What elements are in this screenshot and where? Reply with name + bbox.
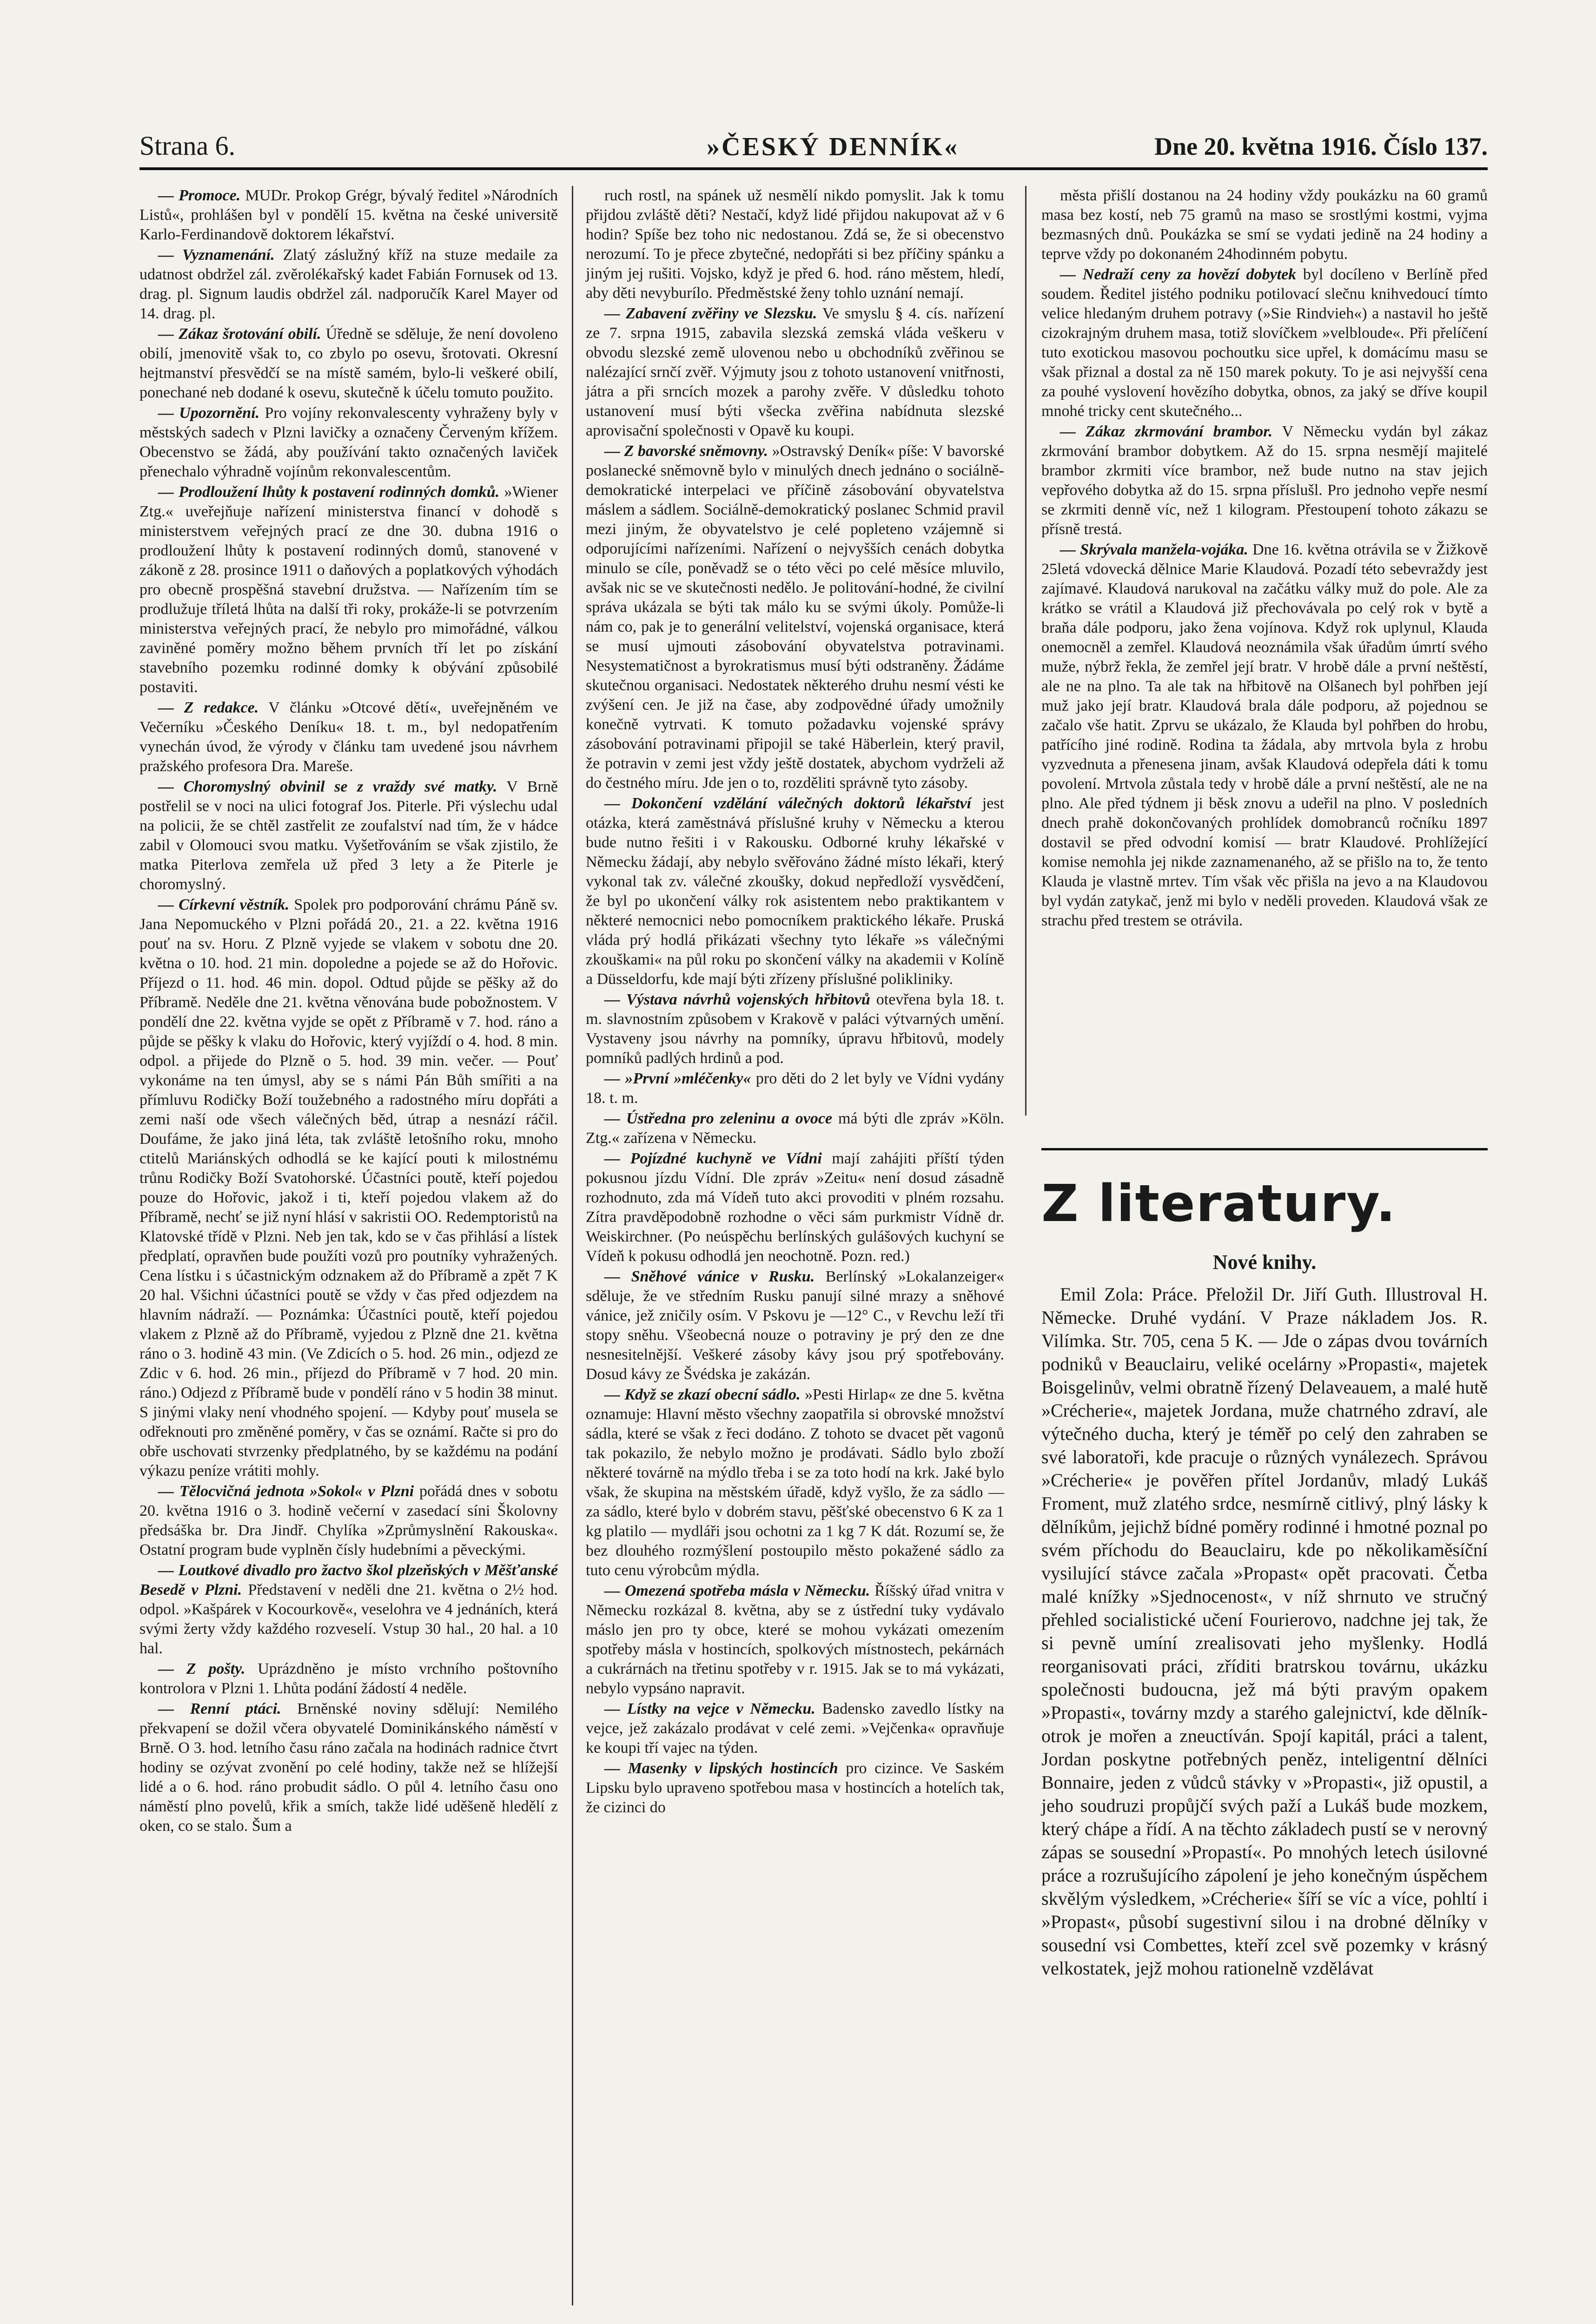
literature-article: Emil Zola: Práce. Přeložil Dr. Jiří Guth. Illustroval H. Německe. Druhé vydání. V Praze nákladem Jos. R. Vilímka. Str. 705, cena 5 K. — Jde o zápas dvou továrních podniků v Beauclairu, veliké ocelárny »Propasti«, majetek Boisgelinův, velmi obratně řízený Delaveauem, a malé hutě »Crécherie«, majetek Jordana, muže chatrného zdraví, ale výtečného ducha, který je téměř po celý den zahraben se své laboratoři, kde pracuje o různých vynálezech. Správou »Crécherie« je pověřen přítel Jordanův, mladý Lukáš Froment, muž zlatého srdce, nesmírně citlivý, plný lásky k dělníkům, jejichž bídné poměry rodinné i hmotné poznal po svém příchodu do Beauclairu, kde po několikaměsíční vysilující stávce začala »Propast« opět pracovati. Četba malé knížky »Sjednocenost«, v níž shrnuto ve stručný přehled socialistické učení Fourierovo, nadchne jej tak, že si pevně umíní zrealisovati jeho myšlenky. Hodlá reorganisovati práci, zříditi bratrskou továrnu, ukázku společnosti budoucna, jež má býti pravým opakem »Propasti«, továrny mzdy a starého galejnictví, kde dělník-otrok je mořen a zneuctíván. Spojí kapitál, práci a talent, Jordan poskytne potřebných peněz, inteligentní dělníci Bonnaire, jeden z vůdců stávky v »Propasti«, již opustil, a jeho soudruzi propůjčí svých paží a Lukáš bude mozkem, který chápe a řídí. A na těchto základech pustí se v nerovný zápas se sousední »Propastí«. Po mnohých letech úsilovné práce a rozrušujícího zápolení je jeho konečným úspěchem skvělým výsledkem, »Crécherie« šíří se víc a více, pohltí i »Propast«, působí sugestivní silou i na drobné dělníky v sousední vsi Combettes, kteří zcel svě pozemky v krásný velkostatek, jejž mohou rationelně vzdělávat (1041, 1284, 1488, 1979)
news-item (586, 1699, 1004, 1758)
news-item-headline: — Z redakce. (158, 699, 259, 716)
news-item-headline: — Skrývala manžela-vojáka. (1060, 541, 1248, 558)
news-item (586, 1267, 1004, 1384)
news-item (586, 1069, 1004, 1108)
news-item-headline: — Sněhové vánice v Rusku. (604, 1268, 815, 1285)
news-item (586, 1581, 1004, 1698)
news-item (586, 1385, 1004, 1580)
news-item-headline: — Lístky na vejce v Německu. (604, 1700, 815, 1717)
news-item-headline: — Loutkové divadlo pro žactvo škol plzeňských v Měšťanské Besedě v Plzni. (139, 1562, 558, 1598)
news-item (586, 990, 1004, 1068)
news-item (139, 1699, 558, 1836)
news-item (139, 245, 558, 324)
news-item-headline: — Pojízdné kuchyně ve Vídni (604, 1150, 822, 1167)
news-item-body: Brněnské noviny sdělují: Nemilého překvapení se dožil včera obyvatelé Dominikánského náměstí v Brně. O 3. hod. letního času ráno začala na hodinách radnice čtvrt hodiny se ozývat zvonění po celé hodiny, takže než se hlížejší lidé a o 6. hod. ráno probudit sádlo. O půl 4. letního času ono náměstí plno povelů, křik a smích, takže lidé uděšeně hledělí z oken, co se stalo. Šum a (139, 1700, 558, 1835)
news-item-headline: — Vyznamenání. (158, 246, 275, 264)
news-item-body: Dne 16. května otrávila se v Žižkově 25letá vdovecká dělnice Marie Klaudová. Pozadí této sebevraždy jest zajímavé. Klaudová narukoval na začátku války muž do pole. Ale za krátko se vrátil a Klaudová již přechovávala po celý rok v bytě a braňa dále podporu, jako žena vojínova. Když rok uplynul, Klauda onemocněl a zemřel. Klaudová neoznámila však úřadům úmrtí svého muže, nýbrž řekla, že zemřel její bratr. V hrobě dále a první neštěstí, ale ne na plno. Ta ale tak na hřbitově na Olšanech byl pohřben její muž jako její bratr. Klaudová brala dále podporu, až pojednou se začalo vše hatit. Zprvu se ukázalo, že Klauda byl pohřben do hrobu, patřícího jiné rodině. Rodina ta žádala, aby mrtvola byla z hrobu vyzvednuta a přenesena jinam, avšak Klaudová odepřela dáti k tomu povolení. Mrtvola zůstala tedy v hrobě dále a první neštěstí, ale ne na plno. Ale před týdnem ji běsk znovu a udeřil na plno. V posledních dnech prahě dokončovaných prohlídek domobranců ročníku 1897 dostavil se před odvodní komisí — bratr Klaudové. Prohlížející komise nemohla jej nikde zaznamenaného, až se přišlo na to, že tento Klauda je vlastně mrtev. Tím však věc přišla na jevo a na Klaudovou byl vydán zatykač, jenž mi bylo v neděli proveden. Klaudová však ze strachu před trestem se otrávila. (1041, 541, 1488, 929)
news-item (139, 1659, 558, 1698)
news-item (139, 777, 558, 894)
news-item-headline: — Renní ptáci. (158, 1700, 281, 1717)
news-item-body: byl docíleno v Berlíně před soudem. Ředitel jistého podniku potilovací slečnu knihvedoucí tímto velice hledaným druhem potravy (»Sie Rindvieh«) a nastavil ho ještě cizokrajným druhem masa, totiž slovíčkem »velbloude«. Při přelíčení tuto exotickou masovou pochoutku sice upřel, k domácímu masu se však přiznal a dostal za ně 150 marek pokuty. To je asi nejvyšší cena za pouhé vyslovení hovězího dobytka, obnos, za jaký se dříve koupil mnohé tricky cent skutečného... (1041, 266, 1488, 420)
news-item (1041, 265, 1488, 421)
news-item-body: V článku »Otcové dětí«, uveřejněném ve Večerníku »Českého Deníku« 18. t. m., byl nedopatřením vynechán úvod, že výrody v článku tam uvedené jsou návrhem pražského profesora Dra. Mareše. (139, 699, 558, 775)
news-item-headline: — »První »mléčenky« (604, 1070, 751, 1087)
literature-subheading: Nové knihy. (1212, 1251, 1317, 1274)
column-divider (1025, 186, 1026, 1116)
news-item-headline: — Ústředna pro zeleninu a ovoce (604, 1110, 833, 1127)
news-item (586, 794, 1004, 989)
news-item-body: V Německu vydán byl zákaz zkrmování brambor dobytkem. Až do 15. srpna nesmějí majitelé brambor zkrmiti více brambor, než bude nutno na stav jejich vepřového dobytka až do 15. srpna příslušl. Pro jednoho vepře nesmí se zkrmiti denně víc, než 1 kilogram. Přestoupení tohoto zákazu se přísně trestá. (1041, 423, 1488, 538)
news-item (1041, 186, 1488, 264)
news-item-headline: — Zabavení zvěřiny ve Slezsku. (604, 305, 817, 322)
page-header (139, 125, 1488, 170)
news-item (139, 186, 558, 244)
literature-heading: Z literatury. (1041, 1174, 1397, 1233)
news-item (586, 442, 1004, 793)
page-number: Strana 6. (139, 131, 236, 161)
news-item-body: Úředně se sděluje, že není dovoleno obilí, jmenovitě však to, co zbylo po osevu, šrotovati. Okresní hejtmanství přesvědčí se na místě samém, bylo-li veškeré obilí, ponechané neb dodané k osevu, skutečně k účelu tomuto použito. (139, 325, 558, 401)
issue-date: Dne 20. května 1916. Číslo 137. (1154, 132, 1488, 160)
news-item (139, 403, 558, 482)
news-item-body: pro cizince. Ve Saském Lipsku bylo upraveno spotřebou masa v hostincích a hotelích tak, že cizinci do (586, 1760, 1005, 1816)
news-item-body: mají zahájiti příští týden pokusnou jízdu Vídní. Dle zpráv »Zeitu« není dosud zásadně rozhodnuto, zda má Vídeň tuto akci provoditi v plném rozsahu. Zítra pravděpodobně rozhodne o věci sám purkmistr Vídně dr. Weiskirchner. (Po neúspěchu berlínských gulášových kuchyní se Vídeň k pokusu odhodlá jen neochotně. Pozn. red.) (586, 1150, 1004, 1265)
news-item-body: »Wiener Ztg.« uveřejňuje nařízení ministerstva financí v dohodě s ministerstvem veřejných prací ze dne 30. dubna 1916 o prodloužení lhůty k postavení rodinných domů, stanovené v zákoně z 28. prosince 1911 o daňových a poplatkových výhodách pro obecně prospěšná stavební družstva. — Nařízením tím se prodlužuje tříletá lhůta na další tři roky, prokáže-li se potvrzením ministerstva veřejných prací, že nebylo pro mimořádné, válkou zaviněné poměry možno během prvních tří let po získání stavebního pozemku rodinné domky k obývání způsobilé postaviti. (139, 483, 558, 696)
news-item-headline: — Prodloužení lhůty k postavení rodinných domků. (158, 483, 500, 501)
news-item (586, 1759, 1004, 1817)
news-item (139, 1482, 558, 1560)
literature-text-block (1041, 1283, 1488, 1980)
news-item-headline: — Upozornění. (158, 404, 260, 422)
newspaper-title: »ČESKÝ DENNÍK« (707, 132, 959, 161)
news-item-body: Berlínský »Lokalanzeiger« sděluje, že ve středním Rusku panují silné mrazy a sněhové vánice, jež zničily osím. V Pskovu je —12° C., v Revchu leží tři stopy sněhu. Všeobecná nouze o potraviny je prý den ze dne nesnesitelnější. Veškeré zásoby kávy jsou prý spotřebovány. Dosud kávy ze Švédska je zakázán. (586, 1268, 1005, 1383)
news-item-body: Představení v neděli dne 21. května o 2½ hod. odpol. »Kašpárek v Kocourkově«, veselohra ve 4 jednáních, která svými žerty vždy každého rozveselí. Vstup 30 hal., 20 hal. a 10 hal. (139, 1581, 558, 1657)
news-item-body: ruch rostl, na spánek už nesmělí nikdo pomyslit. Jak k tomu přijdou zvláště děti? Nestačí, když lidé přijdou nakupovat až v 6 hodin? Spíše bez toho nic nedostanou. Zdá se, že si obecenstvo nerozumí. To je přece zbytečné, nedopřáti si bez příčiny spánku a jiným jej rušiti. Vojsko, když je před 6. hod. ráno městem, hledí, aby děti nevyburílo. Předměstské ženy tohlo uznání nemají. (586, 187, 1004, 302)
news-item-body: MUDr. Prokop Grégr, bývalý ředitel »Národních Listů«, prohlášen byl v pondělí 15. května na české universitě Karlo-Ferdinandově doktorem lékařství. (139, 187, 558, 243)
news-item-body: Zlatý záslužný kříž na stuze medaile za udatnost obdržel zál. zvěrolékařský kadet Fabián Fornusek od 13. drag. pl. Signum laudis obdržel zál. nadporučík Karel Mayer od 14. drag. pl. (139, 246, 558, 322)
news-item (139, 324, 558, 403)
news-item (586, 304, 1004, 441)
news-item-headline: — Zákaz zkrmování brambor. (1060, 423, 1273, 440)
news-item-body: Badensko zavedlo lístky na vejce, jež zakázalo prodávat v celé zemi. »Vejčenka« opravňuje ke koupi tří vajec na týden. (586, 1700, 1004, 1756)
news-item-body: pořádá dnes v sobotu 20. května 1916 o 3. hodině večerní v zasedací síni Školovny předsáška br. Dra Jindř. Chylíka »Zprůmyslnění Rakouska«. Ostatní program bude vyplněn čísly hudebními a pěveckými. (139, 1483, 558, 1558)
news-item-headline: — Nedraží ceny za hovězí dobytek (1060, 266, 1297, 283)
column-1 (139, 186, 558, 1836)
news-item-body: má býti dle zpráv »Köln. Ztg.« zařízena v Německu. (586, 1110, 1004, 1147)
news-item (1041, 422, 1488, 539)
section-rule (1041, 1148, 1488, 1150)
news-item-body: města přišlí dostanou na 24 hodiny vždy poukázku na 60 gramů masa bez kostí, neb 75 gramů na maso se srostlými kostmi, vyjma bezmasných dnů. Poukázka se smí se vydati jedině na 24 hodiny a teprve vždy po dokonaném 24hodinném pobytu. (1041, 187, 1488, 263)
news-item (139, 1561, 558, 1658)
news-item-headline: — Tělocvičná jednota »Sokol« v Plzni (158, 1483, 414, 1500)
news-item-headline: — Z pošty. (158, 1660, 245, 1677)
news-item (139, 482, 558, 697)
news-item-body: V Brně postřelil se v noci na ulici fotograf Jos. Piterle. Při výslechu udal na policii, že se chtěl zastřelit ze zoufalství nad tím, že v hádce zabil v Olomouci svou matku. Vyšetřováním se však zjistilo, že matka Piterlova zemřela už před 3 lety a že Piterle je choromyslný. (139, 778, 558, 893)
column-3 (1041, 186, 1488, 931)
column-divider (572, 186, 573, 2305)
news-item (586, 1149, 1004, 1266)
news-item-body: pro děti do 2 let byly ve Vídni vydány 18. t. m. (586, 1070, 1004, 1107)
news-item-body: Ve smyslu § 4. cís. nařízení ze 7. srpna 1915, zabavila slezská zemská vláda veškeru v obvodu slezské země ulovenou nebo u obchodníků zvěřinou se nalézající srnčí zvěř. Výjmuty jsou z tohoto ustanovení vnitřnosti, játra a při srncích mozek a parohy zvěře. V důsledku tohoto ustanovení musí býti všecka zvěřina nabídnuta slezské aprovisační společnosti v Opavě ku koupi. (586, 305, 1004, 439)
news-item-headline: — Promoce. (158, 187, 241, 204)
news-item-body: Říšský úřad vnitra v Německu rozkázal 8. května, aby se z ústřední tuky vydávalo máslo jen pro ty obce, které se mohou vykázati omezením spotřeby másla v hostincích, spolkových místnostech, pekárnách a cukrárnách na třetinu spotřeby v r. 1915. Jak se to má vykázati, nebylo vypsáno napravit. (586, 1582, 1005, 1697)
news-item (1041, 540, 1488, 931)
news-item-headline: — Výstava návrhů vojenských hřbitovů (604, 991, 870, 1008)
news-item-body: Spolek pro podporování chrámu Páně sv. Jana Nepomuckého v Plzni pořádá 20., 21. a 22. května 1916 pouť na sv. Horu. Z Plzně vyjede se vlakem v sobotu dne 20. května o 10. hod. 21 min. dopoledne a pojede se až do Hořovic. Příjezd o 11. hod. 46 min. dopol. Odtud půjde se pěšky až do Příbramě. Neděle dne 21. května věnována bude pobožnostem. V pondělí dne 22. května vyjde se opět z Příbramě v 7. hod. ráno a půjde se pěšky k vlaku do Hořovic, který vyjíždí o 4. hod. 8 min. odpol. a přijede do Plzně o 5. hod. 39 min. večer. — Pouť vykonáme na ten úmysl, aby se s námi Pán Bůh smířiti a na přímluvu Rodičky Boží toužebného a radostného míru dopřáti a zemi naší ode všech válečných běd, útrap a nesnází ráčil. Doufáme, že jako jiná léta, tak zvláště letošního roku, mnoho ctitelů Mariánských odhodlá se ke kající pouti k milostnému trůnu Rodičky Boží Svatohorské. Účastníci poutě, kteří pojedou pouze do Hořovic, jakož i ti, kteří pojedou vlakem až do Příbramě, nechť se již nyní hlásí v sakristii OO. Redemptoristů na Klatovské třídě v Plzni. Neb jen tak, kdo se v čas přihlásí a lístek předplatí, opravňen bude použíti vozů pro poutníky vyhražených. Cena lístku i s účastnickým odznakem až do Příbramě a zpět 7 K 20 hal. Všichni účastníci poutě se vždy v čas před odjezdem na hlavním nádraží. — Poznámka: Účastníci poutě, kteří pojedou vlakem z Plzně až do Příbramě, vyjedou z Plzně dne 21. května ráno o 3. hodině 43 min. (Ve Zdicích o 5. hod. 26 min., odjezd ze Zdic v 6. hod. 26 min., příjezd do Příbramě v 7 hod. 20 min. ráno.) Odjezd z Příbramě bude v pondělí ráno v 5 hodin 38 minut. S jinými vlaky není vhodného spojení. — Kdyby pouť musela se odřeknouti pro změněné poměry, v čas se oznámí. Račte si pro do obře uschovati stvrzenky předplatného, by se každému na podání výkazu peníze vrátiti mohly. (139, 896, 558, 1479)
news-item-headline: — Dokončení vzdělání válečných doktorů lékařství (604, 795, 972, 812)
news-item-headline: — Choromyslný obvinil se z vraždy své matky. (158, 778, 497, 795)
news-item-body: otevřena byla 18. t. m. slavnostním způsobem v Krakově v paláci výtvarných umění. Vystaveny jsou návrhy na pomníky, úpravu hřbitovů, modely pomníků padlých hrdinů a pod. (586, 991, 1005, 1067)
news-item (139, 895, 558, 1481)
news-item (586, 1109, 1004, 1148)
news-item-body: »Ostravský Deník« píše: V bavorské poslanecké sněmovně bylo v minulých dnech jednáno o sociálně-demokratické interpelaci ve příčině zásobování obyvatelstva máslem a sádlem. Sociálně-demokratický poslanec Schmid pravil mezi jiným, že obyvatelstvo je celé popleteno vzájemně si odporujícími nařízeními. Nařízení o nejvyšších cenách dobytka minulo se cíle, poněvadž se o této věci po celé měsíce mluvilo, avšak nic se ve skutečnosti nedělo. Je politování-hodné, že civilní správa ukázala se býti tak málo ku se svými úkoly. Pomůže-li nám co, pak je to generální velitelství, vojenská organisace, která se musí ujmouti zásobování obyvatelstva potravinami. Nesystematičnost a byrokratismus musí býti odstraněny. Žádáme skutečnou organisaci. Nedostatek některého druhu nesmí vésti ke zvýšení cen. Je již na čase, aby zodpovědné úřady umožnily konečně vytrvati. K tomuto požadavku vojenské správy zásobování potravinami připojil se také Häberlein, který pravil, že potravin v zemi jest vždy ještě dostatek, abychom vydrželi až do čestného míru. Jde jen o to, rozděliti správně tyto zásoby. (586, 442, 1004, 792)
news-item-headline: — Zákaz šrotování obilí. (158, 325, 321, 343)
news-item-headline: — Když se zkazí obecní sádlo. (604, 1386, 801, 1403)
news-item-headline: — Z bavorské sněmovny. (604, 442, 768, 460)
news-item-headline: — Omezená spotřeba másla v Německu. (604, 1582, 870, 1599)
news-item-body: jest otázka, která zaměstnává příslušné kruhy v Německu a kterou bude nutno řešiti i v Rakousku. Odborné kruhy lékařské v Německu žádají, aby nebylo svěřováno žádné místo lékaři, který vykonal tak zv. válečné zkoušky, dokud nepředloží vysvědčení, že byl po ukončení války rok asistentem nebo praktikantem v některé nemocnici nebo pomocníkem praktického lékaře. Pruská vláda prý hodlá přikázati všechny tyto lékaře »s válečnými zkouškami« na půl roku po skončení války na akademii v Kolíně a Düsseldorfu, kde mají býti zřízeny příslušné polikliniky. (586, 795, 1004, 988)
news-item (586, 186, 1004, 303)
news-item-headline: — Masenky v lipských hostincích (604, 1760, 838, 1777)
news-item-body: Pro vojíny rekonvalescenty vyhraženy byly v městských sadech v Plzni lavičky a označeny Červeným křížem. Obecenstvo se žádá, aby používání takto označených laviček přenechalo výhradně vojínům rekonvalescentům. (139, 404, 558, 480)
news-item (139, 698, 558, 776)
news-item-body: Uprázdněno je místo vrchního poštovního kontrolora v Plzni 1. Lhůta podání žádostí 4 neděle. (139, 1660, 558, 1697)
column-2 (586, 186, 1004, 1817)
news-item-headline: — Církevní věstník. (158, 896, 290, 913)
news-item-body: »Pesti Hirlap« ze dne 5. května oznamuje: Hlavní město všechny zaopatřila si obrovské množství sádla, které se však z řeci dodáno. Z tohoto se dvacet pět vagonů tak pokazilo, že nebylo možno je prodávati. Sádlo bylo zboží některé továrně na mýdlo třeba i se za toto hodí na krk. Jaké bylo však, že skupina na městském úřadě, když vyšlo, že za sádlo — za sádlo, které bylo v dobrém stavu, pěšťské obecenstvo 6 K za 1 kg platilo — mydláři jsou ochotni za 1 kg 7 K dát. Rozumí se, že bez dlouhého rozmýšlení postoupilo město pokažené sádlo za tuto cenu výrobcům mýdla. (586, 1386, 1004, 1579)
